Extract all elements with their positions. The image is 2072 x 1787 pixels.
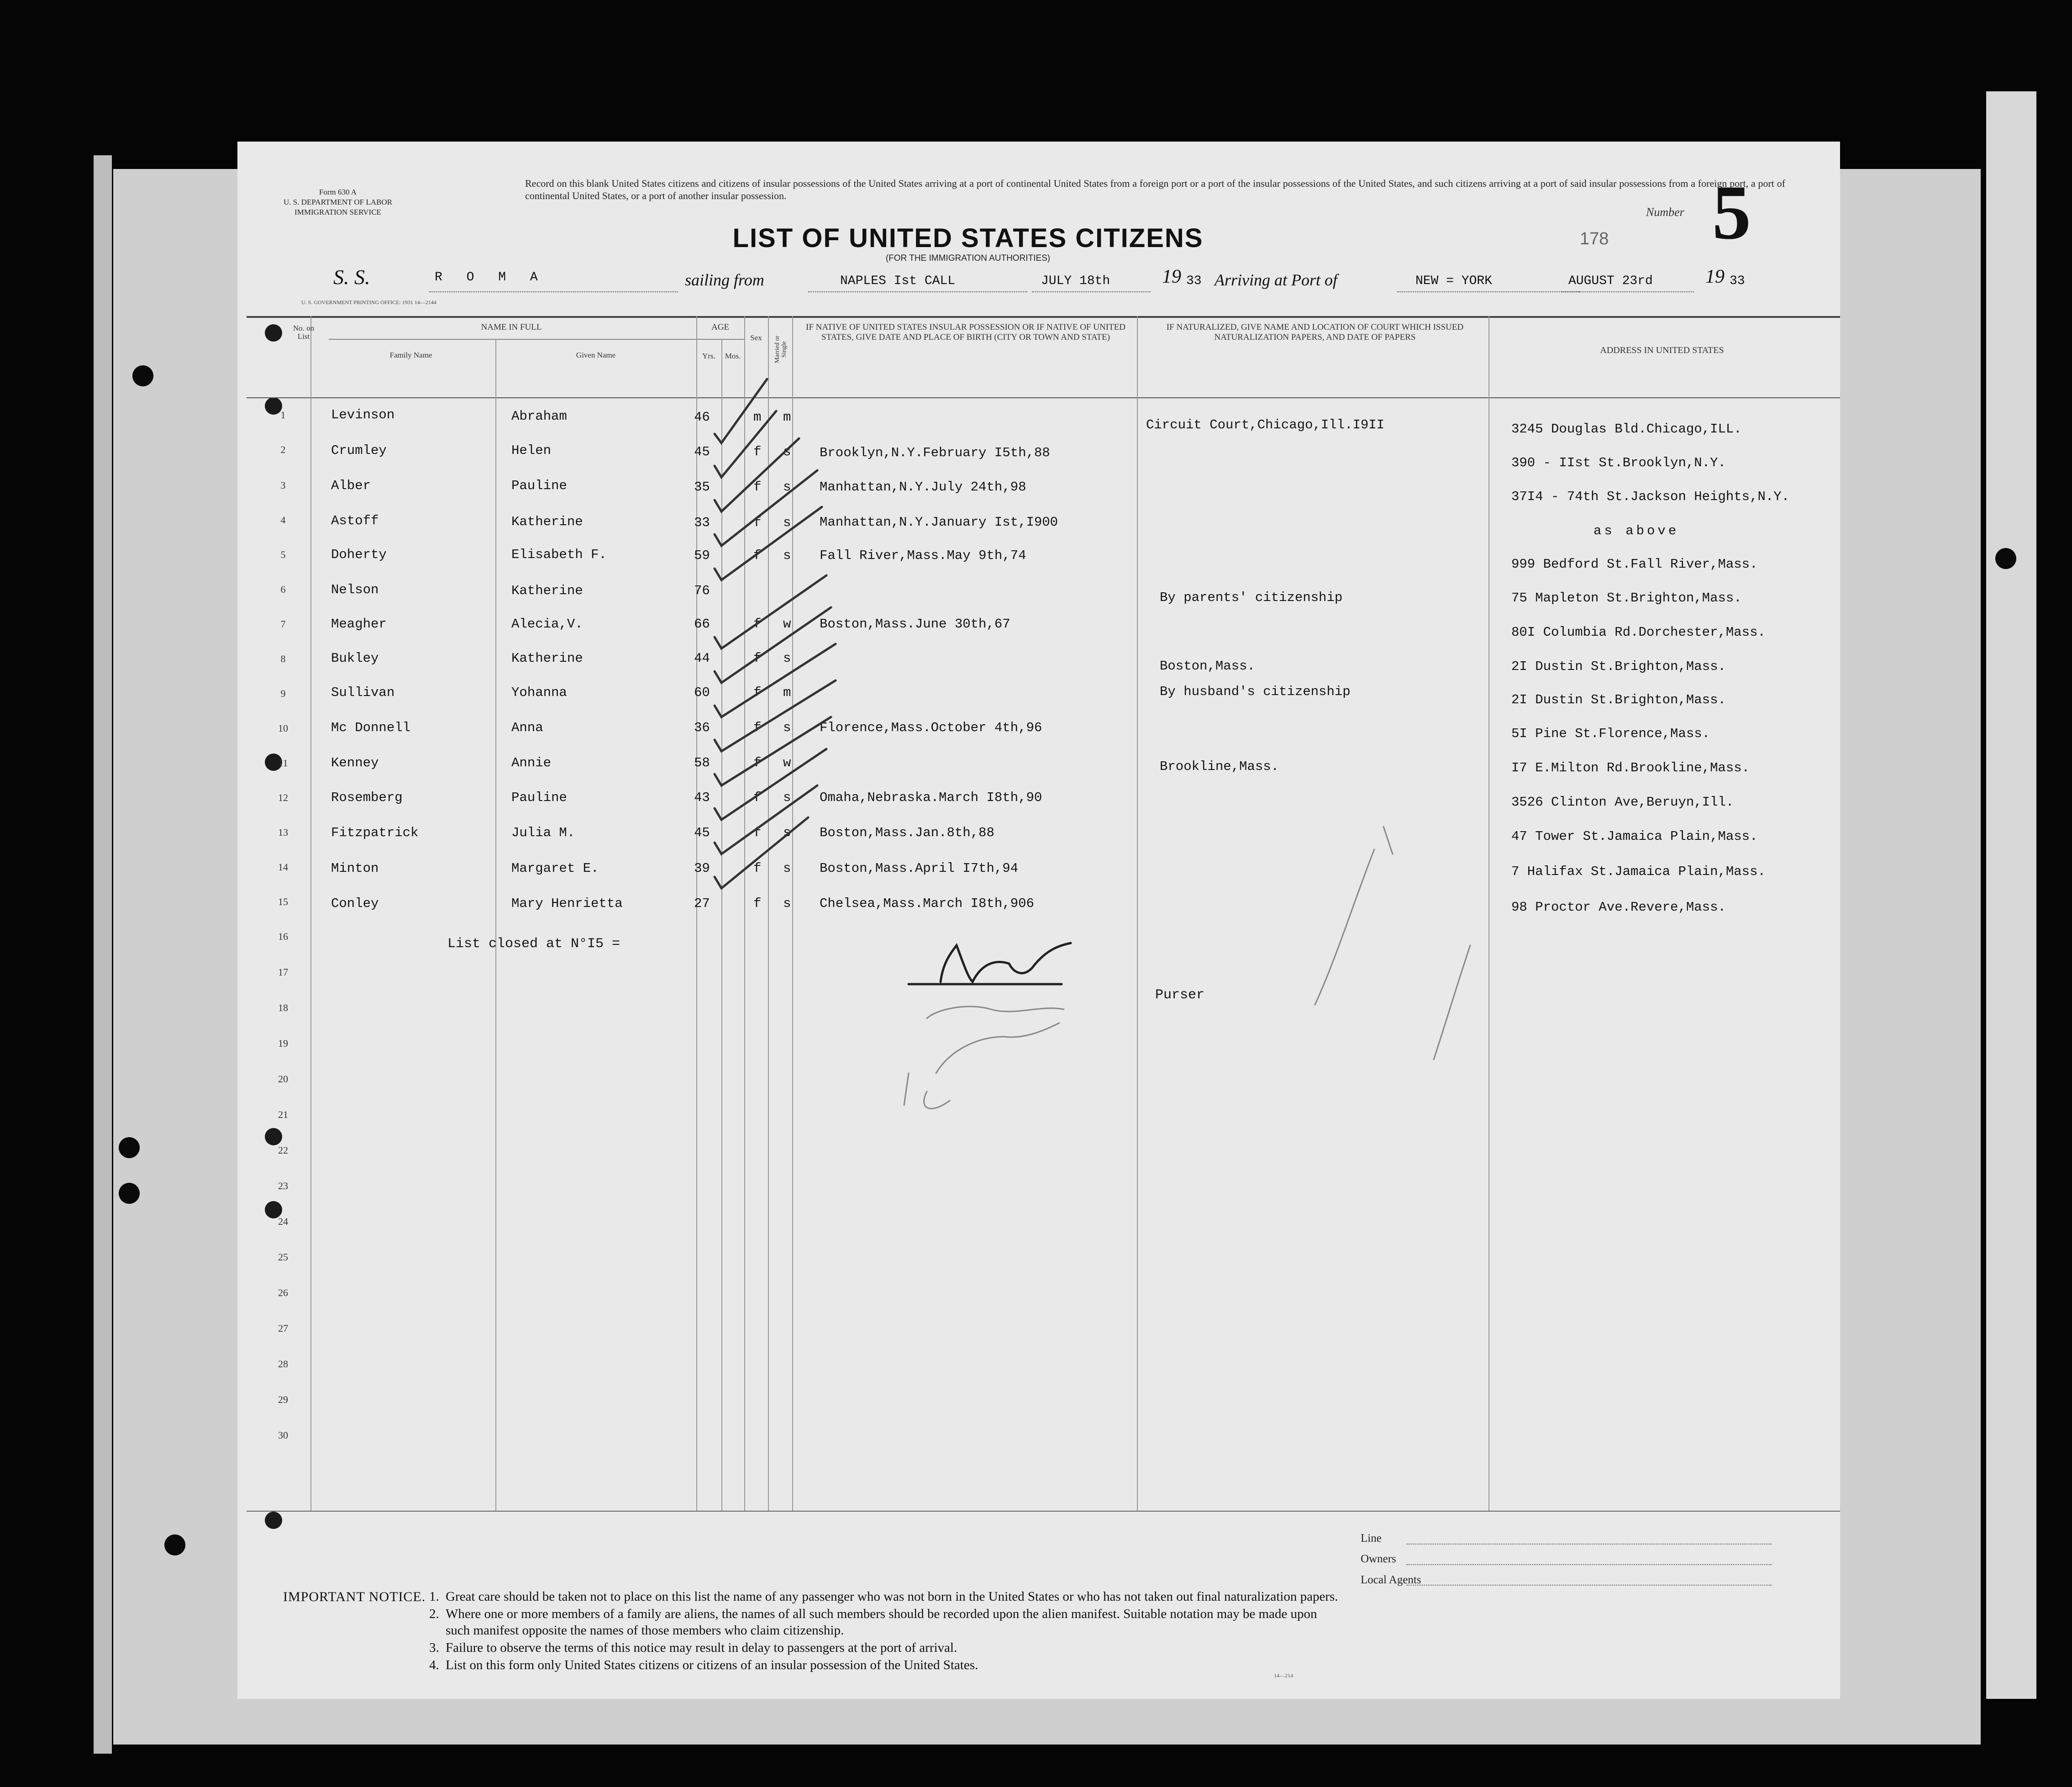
sex: f [753, 651, 762, 666]
birth-place: Manhattan,N.Y.January Ist,I900 [820, 515, 1058, 530]
notice-item-3 [429, 1639, 1781, 1656]
birth-place: Boston,Mass.June 30th,67 [820, 617, 1010, 632]
row-number: 16 [278, 931, 288, 942]
given-name: Helen [511, 443, 552, 458]
footer-code: 14—214 [1274, 1672, 1293, 1679]
address: 390 - IIst St.Brooklyn,N.Y. [1511, 455, 1726, 470]
family-name: Conley [331, 896, 379, 911]
notice-number: 2. [429, 1607, 439, 1621]
notice-text-continued: such manifest opposite the names of those members who claim citizenship. [446, 1623, 844, 1638]
marital-status: s [783, 825, 791, 840]
sex: f [753, 685, 762, 700]
header-given-name: Given Name [576, 351, 616, 359]
arriving-label: Arriving at Port of [1215, 271, 1337, 289]
row-number: 24 [278, 1216, 288, 1227]
punch-hole [119, 1183, 140, 1204]
marital-status: w [783, 617, 791, 632]
document-title: LIST OF UNITED STATES CITIZENS [732, 223, 1204, 253]
address: 3245 Douglas Bld.Chicago,ILL. [1511, 422, 1742, 437]
sex: f [753, 444, 762, 459]
row-number: 6 [280, 584, 286, 595]
address: 5I Pine St.Florence,Mass. [1511, 726, 1710, 741]
address: 47 Tower St.Jamaica Plain,Mass. [1511, 829, 1758, 844]
header-sex: Sex [750, 333, 762, 342]
address: 75 Mapleton St.Brighton,Mass. [1511, 590, 1742, 606]
row-number: 21 [278, 1109, 288, 1120]
naturalization: By parents' citizenship [1160, 590, 1343, 605]
stamp-number: 178 [1580, 229, 1609, 248]
family-name: Minton [331, 861, 379, 876]
naturalization: By husband's citizenship [1160, 684, 1351, 699]
family-name: Nelson [331, 582, 379, 597]
age-years: 59 [694, 548, 710, 563]
arrival-date: AUGUST 23rd [1568, 274, 1653, 288]
given-name: Katherine [511, 514, 583, 529]
address: 999 Bedford St.Fall River,Mass. [1511, 557, 1758, 572]
header-address: ADDRESS IN UNITED STATES [1600, 345, 1724, 355]
punch-hole [164, 1534, 185, 1555]
address: 3526 Clinton Ave,Beruyn,Ill. [1511, 795, 1734, 810]
address: 7 Halifax St.Jamaica Plain,Mass. [1511, 864, 1766, 879]
sex: f [753, 515, 762, 530]
header-no-on-list: No. on List [293, 324, 315, 341]
row-number: 18 [278, 1002, 288, 1013]
sex: f [753, 720, 762, 735]
naturalization: Brookline,Mass. [1160, 759, 1279, 774]
header-native-birth: IF NATIVE OF UNITED STATES INSULAR POSSESSION OR IF NATIVE OF UNITED STATES, GIVE DATE AND PLACE OF BIRTH (CITY OR TOWN AND STATE) [806, 322, 1125, 342]
list-number: 5 [1712, 169, 1751, 255]
row-number: 9 [280, 688, 286, 699]
sex: f [753, 617, 762, 632]
header-naturalized: IF NATURALIZED, GIVE NAME AND LOCATION OF COURT WHICH ISSUED NATURALIZATION PAPERS, AND DATE OF PAPERS [1166, 322, 1464, 342]
marital-status: s [783, 896, 791, 911]
naturalization: Boston,Mass. [1160, 659, 1255, 674]
birth-place: Boston,Mass.April I7th,94 [820, 861, 1019, 876]
row-number: 12 [278, 792, 288, 803]
age-years: 33 [694, 515, 710, 530]
marital-status: m [783, 685, 791, 700]
marital-status: m [783, 410, 791, 425]
header-age: AGE [711, 322, 730, 332]
background-sheet-right [1986, 91, 2036, 1699]
given-name: Anna [511, 720, 543, 735]
notice-text: Failure to observe the terms of this notice may result in delay to passengers at the port of arrival. [446, 1640, 957, 1655]
address: 98 Proctor Ave.Revere,Mass. [1511, 900, 1726, 915]
row-number: 3 [280, 480, 286, 491]
age-years: 27 [694, 896, 710, 911]
ship-name: R O M A [435, 270, 546, 285]
age-years: 35 [694, 480, 710, 495]
handwritten-marks [237, 142, 1840, 1699]
given-name: Pauline [511, 478, 567, 493]
notice-item-1 [429, 1588, 1781, 1605]
punch-hole [132, 365, 153, 386]
address: 37I4 - 74th St.Jackson Heights,N.Y. [1511, 489, 1790, 504]
header-mos: Mos. [725, 352, 741, 360]
given-name: Katherine [511, 583, 583, 598]
family-name: Mc Donnell [331, 720, 411, 735]
sailing-port: NAPLES Ist CALL [840, 274, 956, 288]
row-number: 5 [280, 549, 286, 560]
arrival-year-print: 19 [1705, 266, 1725, 287]
given-name: Abraham [511, 409, 567, 424]
punch-hole [1995, 548, 2016, 569]
sex: f [753, 480, 762, 495]
list-closed-note: List closed at N°I5 = [447, 936, 621, 952]
age-years: 45 [694, 825, 710, 840]
birth-place: Brooklyn,N.Y.February I5th,88 [820, 445, 1050, 460]
address: as above [1593, 523, 1679, 538]
header-married-single: Married or Single [774, 335, 788, 364]
sex: f [753, 861, 762, 876]
marital-status: s [783, 444, 791, 459]
row-number: 25 [278, 1251, 288, 1263]
marital-status: s [783, 548, 791, 563]
intro-text: Record on this blank United States citizens and citizens of insular possessions of the United States arriving at a port of continental United States from a foreign port or a port of the insular possessions of the United States, and such citizens arriving at a port of said insular possessions from a foreign port, a port of continental United States, or a port of another insular possession. [525, 178, 1785, 201]
purser-label: Purser [1155, 987, 1205, 1003]
local-agents-label: Local Agents [1361, 1574, 1421, 1586]
arrival-port: NEW = YORK [1415, 274, 1493, 288]
row-number: 22 [278, 1144, 288, 1156]
age-years: 39 [694, 861, 710, 876]
row-number: 2 [280, 444, 286, 455]
birth-place: Manhattan,N.Y.July 24th,98 [820, 480, 1026, 495]
sailing-date: JULY 18th [1041, 274, 1110, 288]
sex: f [753, 825, 762, 840]
family-name: Kenney [331, 755, 379, 770]
header-name-in-full: NAME IN FULL [481, 322, 542, 332]
service-name: IMMIGRATION SERVICE [294, 208, 381, 216]
row-number: 10 [278, 722, 288, 734]
marital-status: s [783, 861, 791, 876]
address: 2I Dustin St.Brighton,Mass. [1511, 692, 1726, 707]
row-number: 11 [278, 757, 288, 769]
sailing-from-label: sailing from [685, 271, 764, 289]
marital-status: w [783, 755, 791, 770]
age-years: 46 [694, 410, 710, 425]
row-number: 23 [278, 1180, 288, 1191]
family-name: Doherty [331, 547, 387, 562]
birth-place: Chelsea,Mass.March I8th,906 [820, 896, 1034, 911]
line-field [1406, 1544, 1772, 1545]
owners-field [1406, 1564, 1772, 1565]
row-number: 8 [280, 653, 286, 664]
sex: f [753, 896, 762, 911]
sex: f [753, 548, 762, 563]
sex: m [753, 410, 762, 425]
given-name: Elisabeth F. [511, 547, 607, 562]
given-name: Margaret E. [511, 861, 599, 876]
arrival-year: 33 [1730, 274, 1745, 288]
age-years: 66 [694, 617, 710, 632]
punch-hole [119, 1137, 140, 1158]
family-name: Bukley [331, 651, 379, 666]
row-number: 29 [278, 1394, 288, 1405]
age-years: 43 [694, 790, 710, 805]
notice-number: 4. [429, 1658, 439, 1672]
age-years: 60 [694, 685, 710, 700]
background-sheet-left [94, 155, 112, 1754]
age-years: 76 [694, 583, 710, 598]
notice-item-4 [429, 1657, 1781, 1673]
birth-place: Boston,Mass.Jan.8th,88 [820, 825, 994, 840]
age-years: 44 [694, 651, 710, 666]
family-name: Alber [331, 478, 371, 493]
notice-title: IMPORTANT NOTICE. [283, 1589, 426, 1604]
age-years: 45 [694, 444, 710, 459]
row-number: 7 [280, 618, 286, 630]
notice-text: Great care should be taken not to place on this list the name of any passenger who was not born in the United States or who has not taken out final naturalization papers. [446, 1589, 1338, 1604]
row-number: 27 [278, 1323, 288, 1334]
family-name: Sullivan [331, 685, 395, 700]
given-name: Alecia,V. [511, 617, 583, 632]
family-name: Rosemberg [331, 790, 403, 805]
header-yrs: Yrs. [702, 352, 715, 360]
given-name: Julia M. [511, 825, 575, 840]
marital-status: s [783, 651, 791, 666]
document-subtitle: (FOR THE IMMIGRATION AUTHORITIES) [885, 253, 1051, 263]
header-family-name: Family Name [389, 351, 432, 359]
birth-place: Fall River,Mass.May 9th,74 [820, 548, 1026, 563]
family-name: Fitzpatrick [331, 825, 419, 840]
marital-status: s [783, 720, 791, 735]
birth-place: Florence,Mass.October 4th,96 [820, 720, 1042, 735]
family-name: Levinson [331, 407, 395, 422]
row-number: 4 [280, 514, 286, 526]
notice-text: List on this form only United States citizens or citizens of an insular possession of the United States. [446, 1658, 978, 1672]
age-years: 58 [694, 755, 710, 770]
row-number: 20 [278, 1073, 288, 1085]
sex: f [753, 790, 762, 805]
local-agents-field [1406, 1585, 1772, 1586]
address: I7 E.Milton Rd.Brookline,Mass. [1511, 760, 1750, 775]
marital-status: s [783, 515, 791, 530]
line-label: Line [1361, 1532, 1382, 1545]
manifest-page [237, 142, 1840, 1699]
marital-status: s [783, 790, 791, 805]
row-number: 26 [278, 1287, 288, 1298]
row-number: 14 [278, 861, 288, 873]
print-code: U. S. GOVERNMENT PRINTING OFFICE: 1931 14—2144 [301, 299, 436, 306]
naturalization: Circuit Court,Chicago,Ill.I9II [1146, 417, 1385, 432]
notice-number: 1. [429, 1589, 439, 1604]
ss-label: S. S. [333, 265, 370, 289]
family-name: Crumley [331, 443, 387, 458]
form-number: Form 630 A [319, 188, 357, 196]
given-name: Pauline [511, 790, 567, 805]
sex: f [753, 755, 762, 770]
given-name: Katherine [511, 651, 583, 666]
number-label: Number [1646, 206, 1684, 219]
row-number: 28 [278, 1358, 288, 1370]
address: 2I Dustin St.Brighton,Mass. [1511, 659, 1726, 674]
family-name: Astoff [331, 513, 379, 528]
notice-item-2 [429, 1606, 1781, 1639]
department-name: U. S. DEPARTMENT OF LABOR [284, 198, 392, 206]
marital-status: s [783, 480, 791, 495]
row-number: 19 [278, 1038, 288, 1049]
notice-number: 3. [429, 1640, 439, 1655]
given-name: Annie [511, 755, 552, 770]
family-name: Meagher [331, 617, 387, 632]
row-number: 13 [278, 827, 288, 838]
given-name: Mary Henrietta [511, 896, 623, 911]
owners-label: Owners [1361, 1553, 1396, 1565]
row-number: 17 [278, 966, 288, 978]
given-name: Yohanna [511, 685, 567, 700]
age-years: 36 [694, 720, 710, 735]
row-number: 15 [278, 896, 288, 907]
address: 80I Columbia Rd.Dorchester,Mass. [1511, 625, 1766, 640]
row-number: 1 [280, 409, 286, 421]
sailing-year-print: 19 [1162, 266, 1181, 287]
notice-text: Where one or more members of a family are aliens, the names of all such members should be recorded upon the alien manifest. Suitable notation may be made upon [446, 1607, 1317, 1621]
birth-place: Omaha,Nebraska.March I8th,90 [820, 790, 1042, 805]
row-number: 30 [278, 1429, 288, 1441]
sailing-year: 33 [1186, 274, 1202, 288]
